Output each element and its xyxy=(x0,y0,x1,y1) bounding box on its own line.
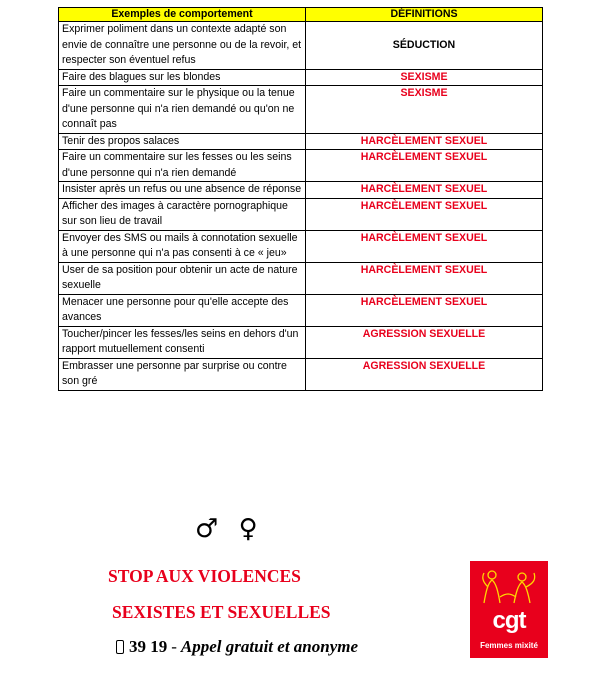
definition-cell: HARCÈLEMENT SEXUEL xyxy=(306,230,543,262)
logo-subtitle: Femmes mixité xyxy=(480,641,538,650)
table-row xyxy=(59,294,543,326)
definition-cell: SEXISME xyxy=(306,86,543,134)
example-cell: Menacer une personne pour qu'elle accepte des avances xyxy=(59,294,306,326)
definition-cell: HARCÈLEMENT SEXUEL xyxy=(306,198,543,230)
example-cell: Faire un commentaire sur les fesses ou les seins d'une personne qui n'a rien demandé xyxy=(59,150,306,182)
table-row xyxy=(59,150,543,182)
gender-symbols-icon: ♂ ♀ xyxy=(195,514,264,544)
table-header-row xyxy=(59,8,543,22)
definition-cell: SEXISME xyxy=(306,69,543,86)
definition-cell: HARCÈLEMENT SEXUEL xyxy=(306,150,543,182)
example-cell: Embrasser une personne par surprise ou contre son gré xyxy=(59,358,306,390)
table-row xyxy=(59,230,543,262)
helpline xyxy=(116,637,358,657)
behavior-definitions-table xyxy=(58,7,543,391)
definition-cell: AGRESSION SEXUELLE xyxy=(306,326,543,358)
phone-icon xyxy=(116,640,124,654)
table-row xyxy=(59,22,543,70)
example-cell: Insister après un refus ou une absence de réponse xyxy=(59,182,306,199)
example-cell: Exprimer poliment dans un contexte adapté son envie de connaître une personne ou de la revoir, et respecter son éventuel refus xyxy=(59,22,306,70)
table-row xyxy=(59,182,543,199)
table-row xyxy=(59,133,543,150)
header-examples: Exemples de comportement xyxy=(59,8,306,22)
example-cell: User de sa position pour obtenir un acte de nature sexuelle xyxy=(59,262,306,294)
definition-cell: HARCÈLEMENT SEXUEL xyxy=(306,182,543,199)
example-cell: Toucher/pincer les fesses/les seins en dehors d'un rapport mutuellement consenti xyxy=(59,326,306,358)
slogan-line-1: STOP AUX VIOLENCES xyxy=(108,566,301,586)
helpline-separator: - xyxy=(171,637,177,656)
example-cell: Faire un commentaire sur le physique ou la tenue d'une personne qui n'a rien demandé ou qu'on ne connaît pas xyxy=(59,86,306,134)
definition-cell: AGRESSION SEXUELLE xyxy=(306,358,543,390)
cgt-logo xyxy=(470,561,548,658)
logo-figures-icon xyxy=(478,567,540,607)
table-row xyxy=(59,69,543,86)
example-cell: Faire des blagues sur les blondes xyxy=(59,69,306,86)
helpline-text: Appel gratuit et anonyme xyxy=(180,637,359,656)
logo-name: cgt xyxy=(492,607,526,634)
table-row xyxy=(59,326,543,358)
definition-cell: HARCÈLEMENT SEXUEL xyxy=(306,133,543,150)
table-row xyxy=(59,86,543,134)
definition-cell: HARCÈLEMENT SEXUEL xyxy=(306,262,543,294)
example-cell: Afficher des images à caractère pornographique sur son lieu de travail xyxy=(59,198,306,230)
helpline-number: 39 19 xyxy=(129,637,168,656)
table-row xyxy=(59,198,543,230)
header-definitions: DÉFINITIONS xyxy=(306,8,543,22)
definition-cell: SÉDUCTION xyxy=(306,22,543,70)
slogan-line-2: SEXISTES ET SEXUELLES xyxy=(112,602,331,622)
example-cell: Envoyer des SMS ou mails à connotation sexuelle à une personne qui n'a pas consenti à ce « jeu» xyxy=(59,230,306,262)
table-row xyxy=(59,358,543,390)
example-cell: Tenir des propos salaces xyxy=(59,133,306,150)
table-row xyxy=(59,262,543,294)
definition-cell: HARCÈLEMENT SEXUEL xyxy=(306,294,543,326)
